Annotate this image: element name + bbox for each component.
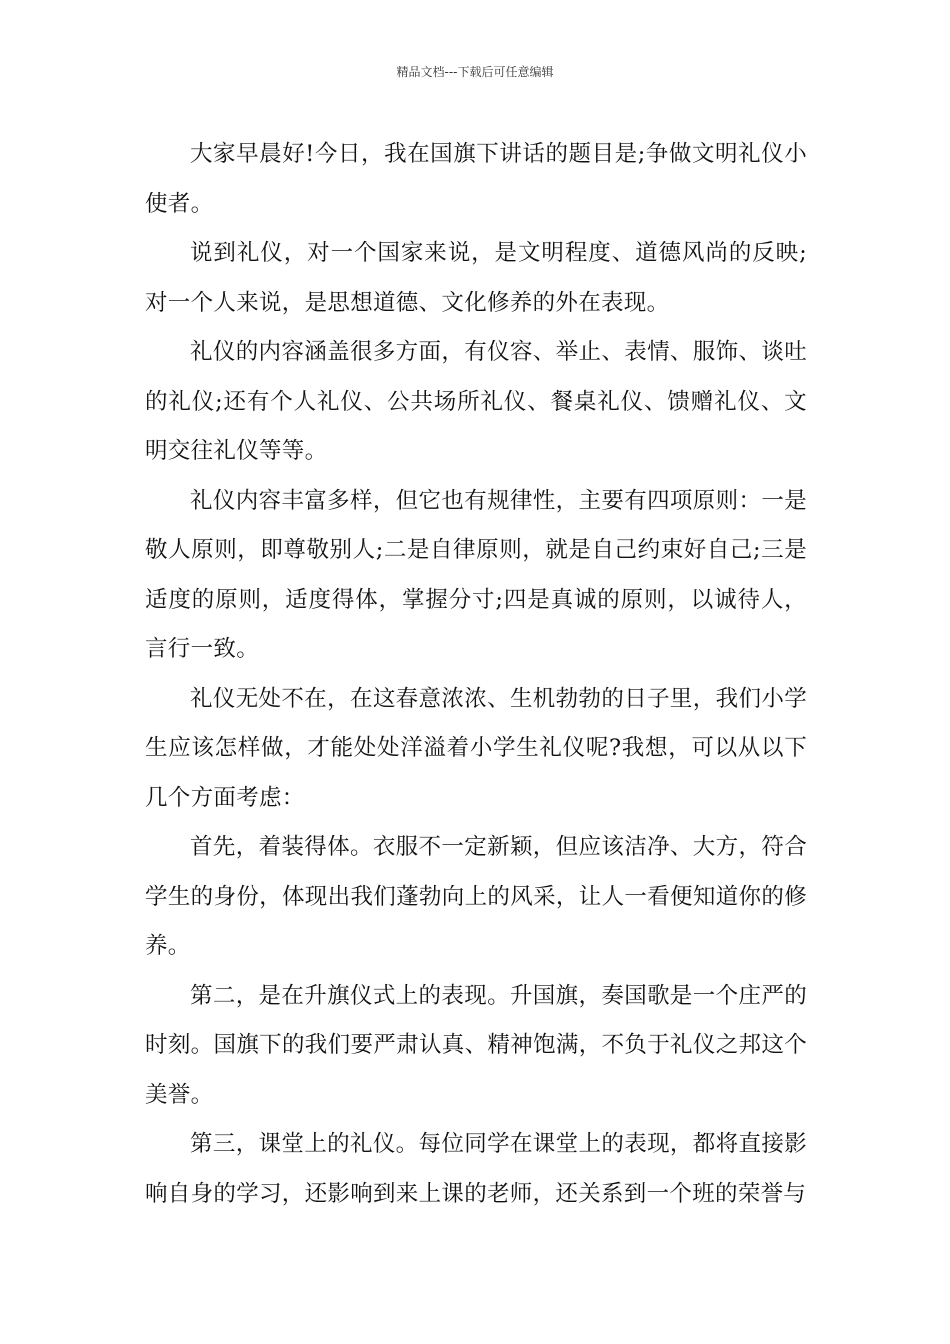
paragraph-second-flag: 第二，是在升旗仪式上的表现。升国旗，奏国歌是一个庄严的时刻。国旗下的我们要严肃认真、精神饱满，不负于礼仪之邦这个美誉。 <box>145 982 807 1108</box>
page-header: 精品文档---下载后可任意编辑 <box>396 65 554 79</box>
paragraph-greeting: 大家早晨好!今日，我在国旗下讲话的题目是;争做文明礼仪小使者。 <box>145 141 807 217</box>
document-body <box>145 130 807 1219</box>
paragraph-etiquette-meaning: 说到礼仪，对一个国家来说，是文明程度、道德风尚的反映;对一个人来说，是思想道德、文化修养的外在表现。 <box>145 240 807 316</box>
paragraph-first-dress: 首先，着装得体。衣服不一定新颖，但应该洁净、大方，符合学生的身份，体现出我们蓬勃向上的风采，让人一看便知道你的修养。 <box>145 834 807 959</box>
paragraph-etiquette-content: 礼仪的内容涵盖很多方面，有仪容、举止、表情、服饰、谈吐的礼仪;还有个人礼仪、公共场所礼仪、餐桌礼仪、馈赠礼仪、文明交往礼仪等等。 <box>145 339 807 464</box>
paragraph-everywhere: 礼仪无处不在，在这春意浓浓、生机勃勃的日子里，我们小学生应该怎样做，才能处处洋溢着小学生礼仪呢?我想，可以从以下几个方面考虑： <box>145 685 807 811</box>
paragraph-third-classroom: 第三，课堂上的礼仪。每位同学在课堂上的表现，都将直接影响自身的学习，还影响到来上课的老师，还关系到一个班的荣誉与 <box>145 1131 807 1207</box>
paragraph-principles: 礼仪内容丰富多样，但它也有规律性，主要有四项原则：一是敬人原则，即尊敬别人;二是自律原则，就是自己约束好自己;三是适度的原则，适度得体，掌握分寸;四是真诚的原则，以诚待人，言行一致。 <box>145 487 807 662</box>
